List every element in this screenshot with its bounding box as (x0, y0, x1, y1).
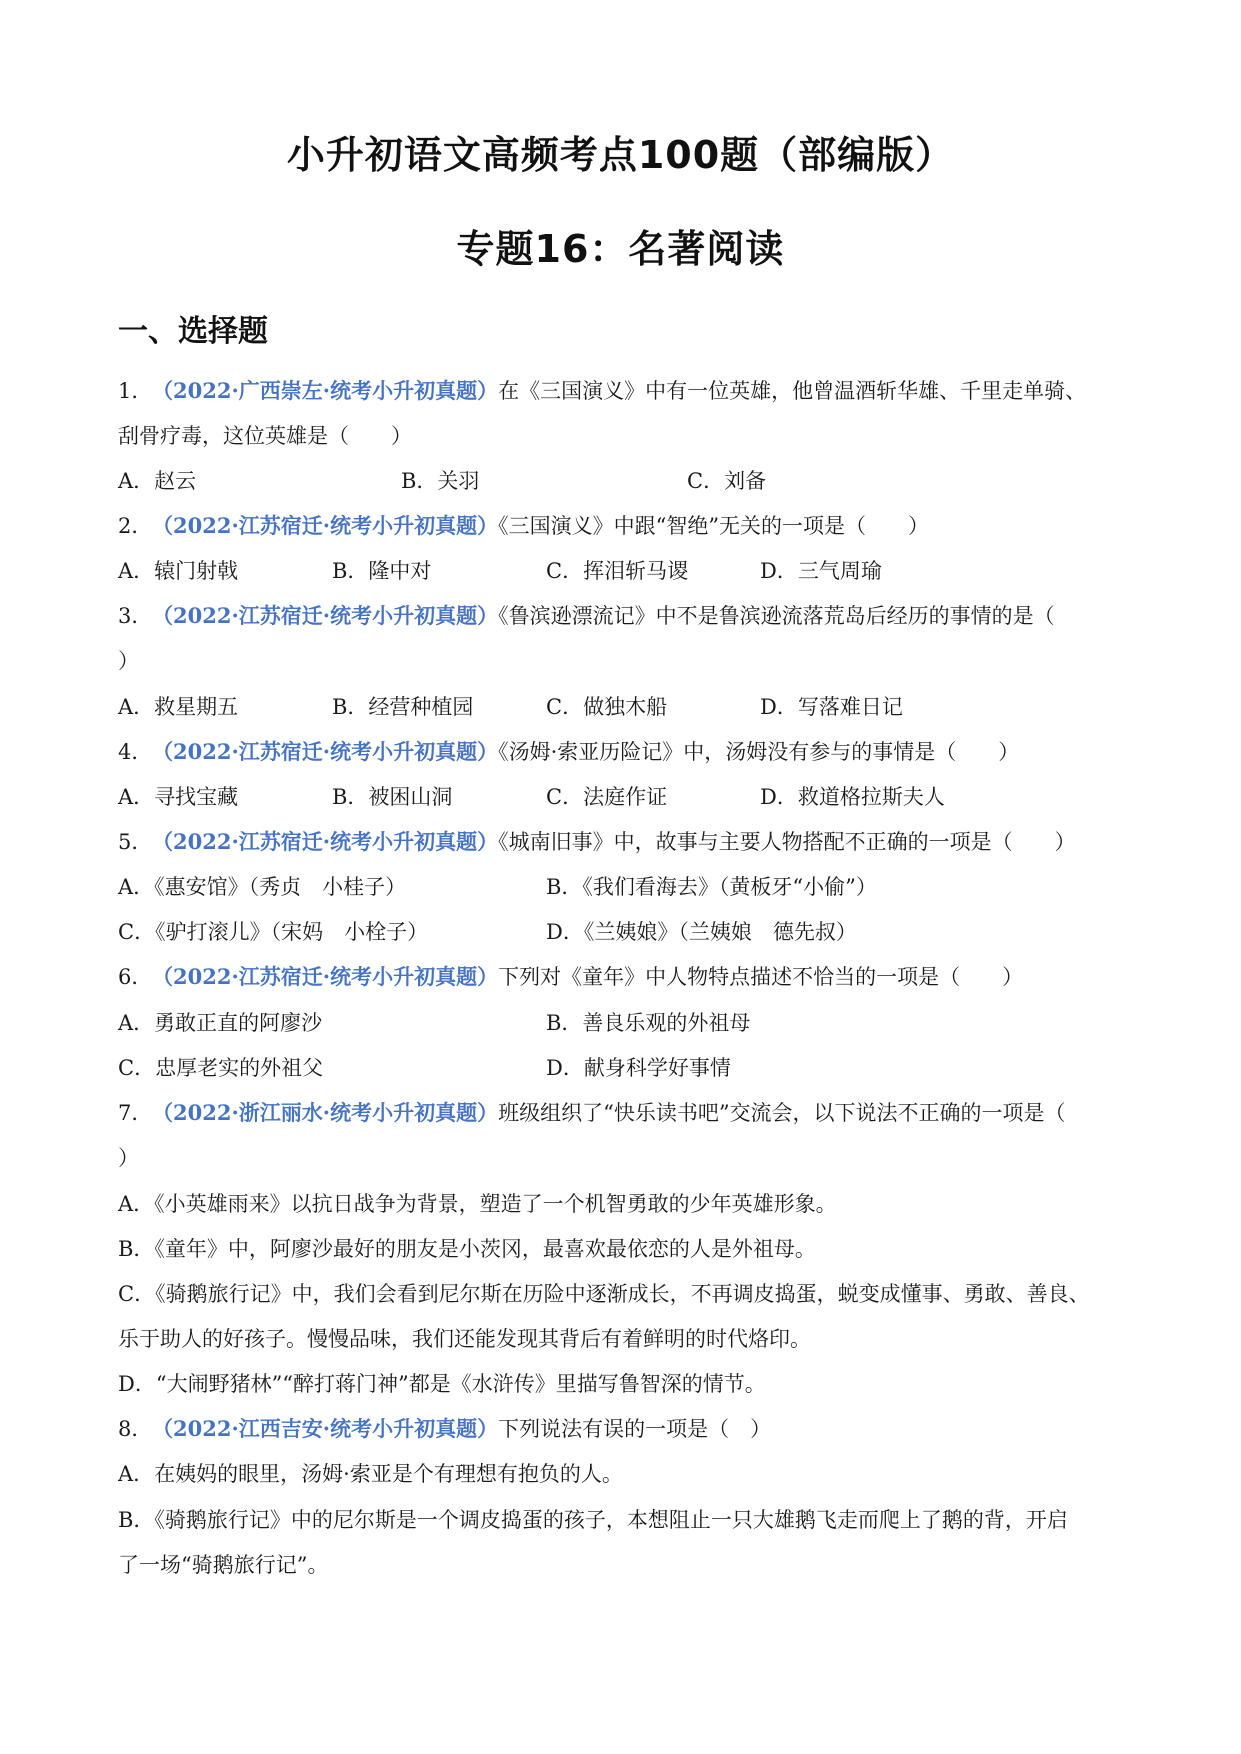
question-number: 8． (118, 1417, 153, 1441)
q3-option-d: D．写落难日记 (760, 695, 903, 719)
question-3-stem (118, 601, 1055, 631)
question-4-stem (118, 737, 1019, 767)
question-8-stem (118, 1414, 771, 1444)
q1-option-a: A．赵云 (118, 469, 197, 493)
question-source: （2022·广西崇左·统考小升初真题） (152, 378, 499, 403)
question-6-stem (118, 962, 1023, 992)
q6-option-b: B．善良乐观的外祖母 (546, 1011, 751, 1035)
question-source: （2022·江苏宿迁·统考小升初真题） (152, 603, 499, 628)
q5-option-d: D．《兰姨娘》（兰姨娘 德先叔） (546, 920, 857, 944)
question-number: 4． (118, 740, 153, 764)
question-1-stem-cont: 刮骨疗毒，这位英雄是（ ） (118, 424, 412, 448)
question-source: （2022·浙江丽水·统考小升初真题） (152, 1100, 499, 1125)
question-text: 《三国演义》中跟“智绝”无关的一项是（ ） (498, 514, 930, 538)
q8-option-b: B．《骑鹅旅行记》中的尼尔斯是一个调皮捣蛋的孩子，本想阻止一只大雄鹅飞走而爬上了鹅的背，开启 (118, 1508, 1068, 1532)
q5-option-c: C．《驴打滚儿》（宋妈 小栓子） (118, 920, 429, 944)
q3-option-b: B．经营种植园 (332, 695, 474, 719)
q8-option-a: A．在姨妈的眼里，汤姆·索亚是个有理想有抱负的人。 (118, 1462, 623, 1486)
section-heading: 一、选择题 (118, 314, 268, 349)
q1-option-c: C．刘备 (687, 469, 767, 493)
q6-option-d: D．献身科学好事情 (546, 1056, 731, 1080)
question-text: 在《三国演义》中有一位英雄，他曾温酒斩华雄、千里走单骑、 (498, 379, 1087, 403)
question-source: （2022·江苏宿迁·统考小升初真题） (152, 513, 499, 538)
q6-option-a: A．勇敢正直的阿廖沙 (118, 1011, 323, 1035)
question-number: 3． (118, 604, 153, 628)
q4-option-a: A．寻找宝藏 (118, 785, 239, 809)
q7-option-c-cont: 乐于助人的好孩子。慢慢品味，我们还能发现其背后有着鲜明的时代烙印。 (118, 1327, 811, 1351)
question-3-stem-cont: ） (118, 649, 139, 673)
question-5-stem (118, 827, 1076, 857)
question-number: 7． (118, 1101, 153, 1125)
question-text: 下列说法有误的一项是（ ） (498, 1417, 772, 1441)
q3-option-a: A．救星期五 (118, 695, 239, 719)
q5-option-a: A．《惠安馆》（秀贞 小桂子） (118, 875, 407, 899)
question-7-stem-cont: ） (118, 1146, 139, 1170)
q6-option-c: C．忠厚老实的外祖父 (118, 1056, 324, 1080)
question-1-stem (118, 376, 1086, 406)
q2-option-a: A．辕门射戟 (118, 559, 239, 583)
document-title: 小升初语文高频考点100题（部编版） (286, 133, 955, 177)
q5-option-b: B．《我们看海去》（黄板牙“小偷”） (546, 875, 877, 899)
question-source: （2022·江西吉安·统考小升初真题） (152, 1416, 499, 1441)
question-7-stem (118, 1098, 1066, 1128)
question-text: 《城南旧事》中，故事与主要人物搭配不正确的一项是（ ） (498, 830, 1076, 854)
q8-option-b-cont: 了一场“骑鹅旅行记”。 (118, 1553, 329, 1577)
q2-option-c: C．挥泪斩马谡 (546, 559, 689, 583)
q2-option-b: B．隆中对 (332, 559, 432, 583)
question-2-stem (118, 511, 929, 541)
question-number: 6． (118, 965, 153, 989)
question-source: （2022·江苏宿迁·统考小升初真题） (152, 739, 499, 764)
question-source: （2022·江苏宿迁·统考小升初真题） (152, 829, 499, 854)
q7-option-b: B．《童年》中，阿廖沙最好的朋友是小茨冈，最喜欢最依恋的人是外祖母。 (118, 1237, 816, 1261)
question-text: 《鲁滨逊漂流记》中不是鲁滨逊流落荒岛后经历的事情的是（ (498, 604, 1055, 628)
q7-option-d: D．“大闹野猪林”“醉打蒋门神”都是《水浒传》里描写鲁智深的情节。 (118, 1372, 766, 1396)
q4-option-d: D．救道格拉斯夫人 (760, 785, 945, 809)
question-number: 1． (118, 379, 153, 403)
question-text: 《汤姆·索亚历险记》中，汤姆没有参与的事情是（ ） (498, 740, 1020, 764)
q2-option-d: D．三气周瑜 (760, 559, 882, 583)
q4-option-c: C．法庭作证 (546, 785, 668, 809)
question-text: 班级组织了“快乐读书吧”交流会，以下说法不正确的一项是（ (498, 1101, 1066, 1125)
question-number: 2． (118, 514, 153, 538)
q1-option-b: B．关羽 (401, 469, 480, 493)
q7-option-c: C．《骑鹅旅行记》中，我们会看到尼尔斯在历险中逐渐成长，不再调皮捣蛋，蜕变成懂事、勇敢、善良、 (118, 1282, 1090, 1306)
document-subtitle: 专题16：名著阅读 (456, 227, 785, 271)
question-text: 下列对《童年》中人物特点描述不恰当的一项是（ ） (498, 965, 1024, 989)
q4-option-b: B．被困山洞 (332, 785, 453, 809)
question-source: （2022·江苏宿迁·统考小升初真题） (152, 964, 499, 989)
q7-option-a: A．《小英雄雨来》以抗日战争为背景，塑造了一个机智勇敢的少年英雄形象。 (118, 1192, 837, 1216)
q3-option-c: C．做独木船 (546, 695, 668, 719)
question-number: 5． (118, 830, 153, 854)
